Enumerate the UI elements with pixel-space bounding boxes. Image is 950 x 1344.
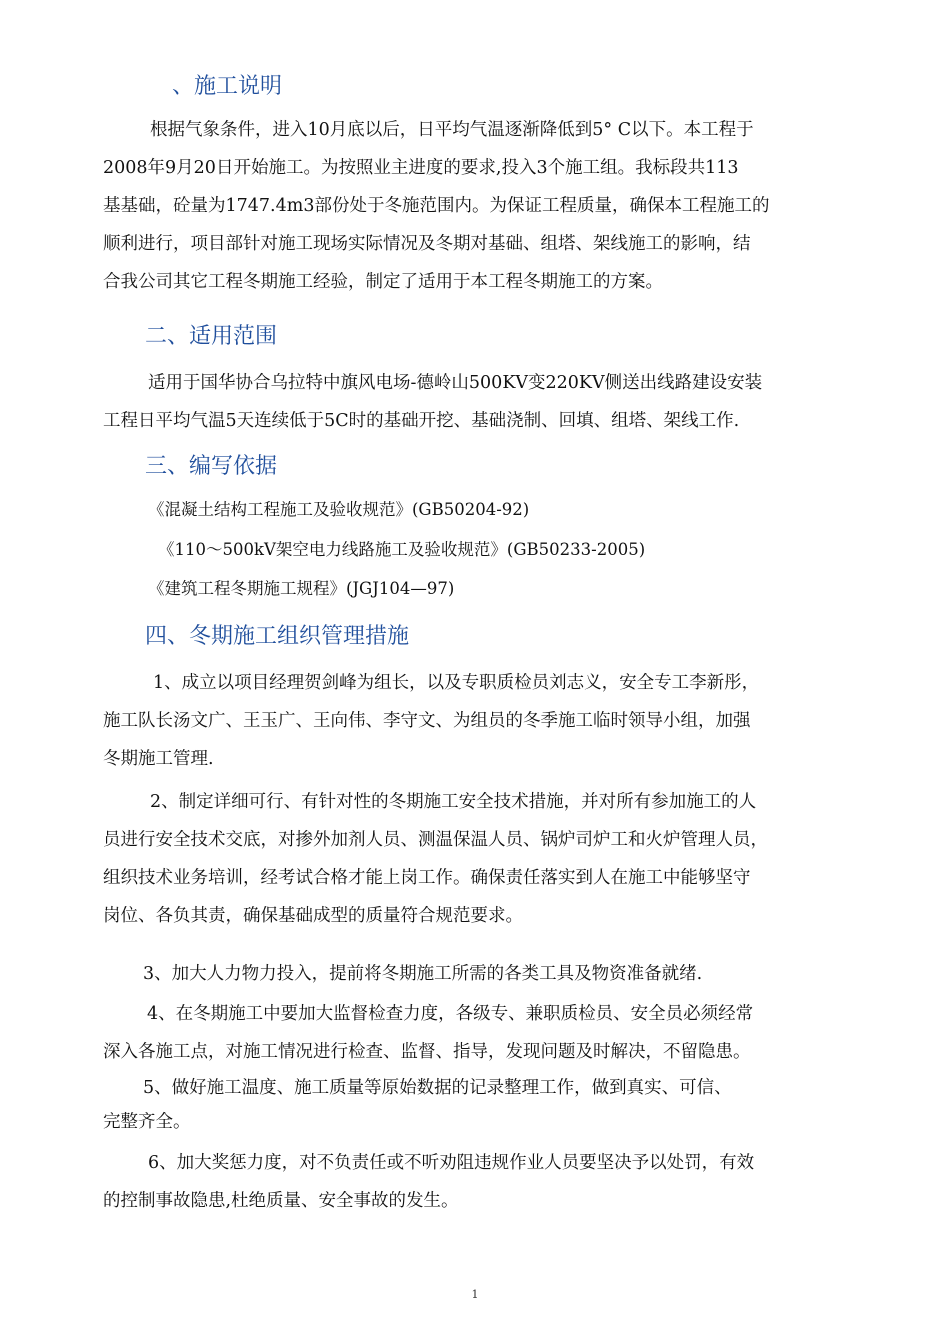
paragraph-line: 4、在冬期施工中要加大监督检查力度，各级专、兼职质检员、安全员必须经常 [147, 1004, 754, 1024]
paragraph-line: 2、制定详细可行、有针对性的冬期施工安全技术措施，并对所有参加施工的人 [150, 792, 757, 812]
measure-item-6 [103, 1144, 863, 1220]
section-body-scope [103, 364, 863, 440]
paragraph-line: 冬期施工管理. [103, 749, 214, 769]
paragraph-line: 施工队长汤文广、王玉广、王向伟、李守文、为组员的冬季施工临时领导小组，加强 [103, 711, 751, 731]
measure-item-1 [103, 664, 863, 778]
reference-jgj104: 《建筑工程冬期施工规程》(JGJ104—97) [148, 579, 455, 598]
measure-item-3 [103, 955, 863, 993]
paragraph-line: 岗位、各负其责，确保基础成型的质量符合规范要求。 [103, 906, 523, 926]
paragraph-line: 深入各施工点，对施工情况进行检查、监督、指导，发现问题及时解决，不留隐患。 [103, 1042, 751, 1062]
page-number: 1 [471, 1288, 479, 1301]
paragraph-line: 6、加大奖惩力度，对不负责任或不听劝阻违规作业人员要坚决予以处罚，有效 [148, 1153, 755, 1173]
paragraph-line: 完整齐全。 [103, 1112, 191, 1132]
paragraph-line: 根据气象条件，进入10月底以后，日平均气温逐渐降低到5° C以下。本工程于 [150, 120, 754, 140]
section-heading-references: 三、编写依据 [145, 454, 278, 479]
paragraph-line: 5、做好施工温度、施工质量等原始数据的记录整理工作，做到真实、可信、 [143, 1078, 732, 1098]
section-heading-construction-notes: 、施工说明 [172, 74, 283, 99]
section-heading-scope: 二、适用范围 [145, 324, 278, 349]
reference-gb50233: 《110～500kV架空电力线路施工及验收规范》(GB50233-2005) [158, 540, 646, 559]
paragraph-line: 顺利进行，项目部针对施工现场实际情况及冬期对基础、组塔、架线施工的影响，结 [103, 234, 751, 254]
section-heading-management-measures: 四、冬期施工组织管理措施 [145, 624, 410, 649]
paragraph-line: 适用于国华协合乌拉特中旗风电场-德岭山500KV变220KV侧送出线路建设安装 [148, 373, 763, 393]
paragraph-line: 的控制事故隐患,杜绝质量、安全事故的发生。 [103, 1191, 459, 1211]
measure-item-5 [103, 1071, 863, 1139]
measure-item-2 [103, 783, 863, 935]
reference-gb50204: 《混凝土结构工程施工及验收规范》(GB50204-92) [148, 500, 530, 519]
section-body-construction-notes [103, 111, 863, 301]
measure-item-4 [103, 995, 863, 1071]
paragraph-line: 组织技术业务培训，经考试合格才能上岗工作。确保责任落实到人在施工中能够坚守 [103, 868, 751, 888]
paragraph-line: 工程日平均气温5天连续低于5C时的基础开挖、基础浇制、回填、组塔、架线工作. [103, 411, 740, 431]
paragraph-line: 3、加大人力物力投入，提前将冬期施工所需的各类工具及物资准备就绪. [143, 964, 703, 984]
paragraph-line: 基基础，砼量为1747.4m3部份处于冬施范围内。为保证工程质量，确保本工程施工的 [103, 196, 770, 216]
paragraph-line: 员进行安全技术交底，对掺外加剂人员、测温保温人员、锅炉司炉工和火炉管理人员， [103, 830, 768, 850]
paragraph-line: 2008年9月20日开始施工。为按照业主进度的要求,投入3个施工组。我标段共113 [103, 158, 739, 178]
paragraph-line: 合我公司其它工程冬期施工经验，制定了适用于本工程冬期施工的方案。 [103, 272, 663, 292]
paragraph-line: 1、成立以项目经理贺剑峰为组长，以及专职质检员刘志义，安全专工李新彤， [153, 673, 760, 693]
